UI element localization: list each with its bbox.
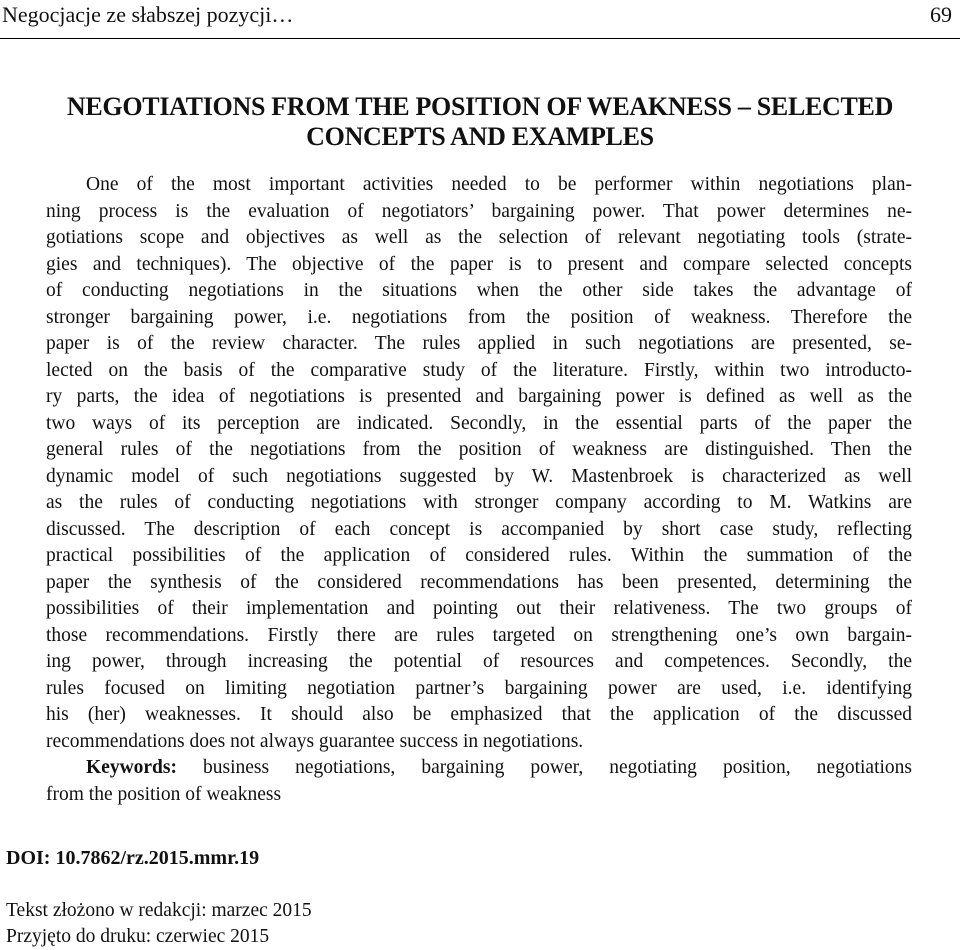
abstract-line: ing power, through increasing the potential of resources and competences. Secondly, the <box>46 651 912 672</box>
abstract-line: paper the synthesis of the considered recommendations has been presented, determining the <box>46 571 912 593</box>
abstract-line: stronger bargaining power, i.e. negotiations from the position of weakness. Therefore the <box>46 306 912 328</box>
abstract-line: possibilities of their implementation and pointing out their relativeness. The two groups of <box>46 598 912 619</box>
abstract-line: gies and techniques). The objective of the paper is to present and compare selected concepts <box>46 253 912 275</box>
editorial-dates <box>6 898 312 950</box>
abstract-line: dynamic model of such negotiations suggested by W. Mastenbroek is characterized as well <box>46 465 912 487</box>
submitted-date: Tekst złożono w redakcji: marzec 2015 <box>6 900 312 921</box>
abstract-line: of conducting negotiations in the situations when the other side takes the advantage of <box>46 280 912 301</box>
abstract-line: paper is of the review character. The rules applied in such negotiations are presented, se- <box>46 333 912 354</box>
abstract <box>46 172 912 808</box>
abstract-line: general rules of the negotiations from the position of weakness are distinguished. Then the <box>46 439 912 460</box>
abstract-line: rules focused on limiting negotiation partner’s bargaining power are used, i.e. identifying <box>46 677 912 699</box>
abstract-line: ry parts, the idea of negotiations is presented and bargaining power is defined as well as the <box>46 386 912 407</box>
abstract-line: as the rules of conducting negotiations with stronger company according to M. Watkins are <box>46 492 912 513</box>
abstract-line: One of the most important activities needed to be performer within negotiations plan- <box>86 174 912 195</box>
abstract-line: ning process is the evaluation of negotiators’ bargaining power. That power determines ne- <box>46 200 912 222</box>
keywords-line <box>46 755 912 782</box>
keywords-line: from the position of weakness <box>46 783 282 805</box>
article-title-line: NEGOTIATIONS FROM THE POSITION OF WEAKNESS – SELECTED <box>66 92 894 121</box>
abstract-line: those recommendations. Firstly there are rules targeted on strengthening one’s own bargain- <box>46 624 912 646</box>
abstract-line: two ways of its perception are indicated. Secondly, in the essential parts of the paper the <box>46 412 912 434</box>
page-number: 69 <box>930 2 952 27</box>
article-title <box>0 92 960 152</box>
keywords-label: Keywords: <box>86 757 177 778</box>
abstract-line: gotiations scope and objectives as well as the selection of relevant negotiating tools (strate- <box>46 227 912 248</box>
abstract-line: his (her) weaknesses. It should also be emphasized that the application of the discussed <box>46 704 912 725</box>
abstract-line: practical possibilities of the application of considered rules. Within the summation of the <box>46 545 912 566</box>
abstract-line: lected on the basis of the comparative study of the literature. Firstly, within two introducto- <box>46 359 912 381</box>
running-header <box>0 0 960 39</box>
abstract-line: recommendations does not always guarantee success in negotiations. <box>46 730 584 752</box>
article-title-line: CONCEPTS AND EXAMPLES <box>306 122 654 151</box>
running-title: Negocjacje ze słabszej pozycji… <box>2 2 294 27</box>
keywords-text: business negotiations, bargaining power, negotiating position, negotiations <box>177 757 912 778</box>
accepted-date: Przyjęto do druku: czerwiec 2015 <box>6 926 270 947</box>
abstract-line: discussed. The description of each concept is accompanied by short case study, reflecting <box>46 518 912 540</box>
doi: DOI: 10.7862/rz.2015.mmr.19 <box>6 847 260 869</box>
